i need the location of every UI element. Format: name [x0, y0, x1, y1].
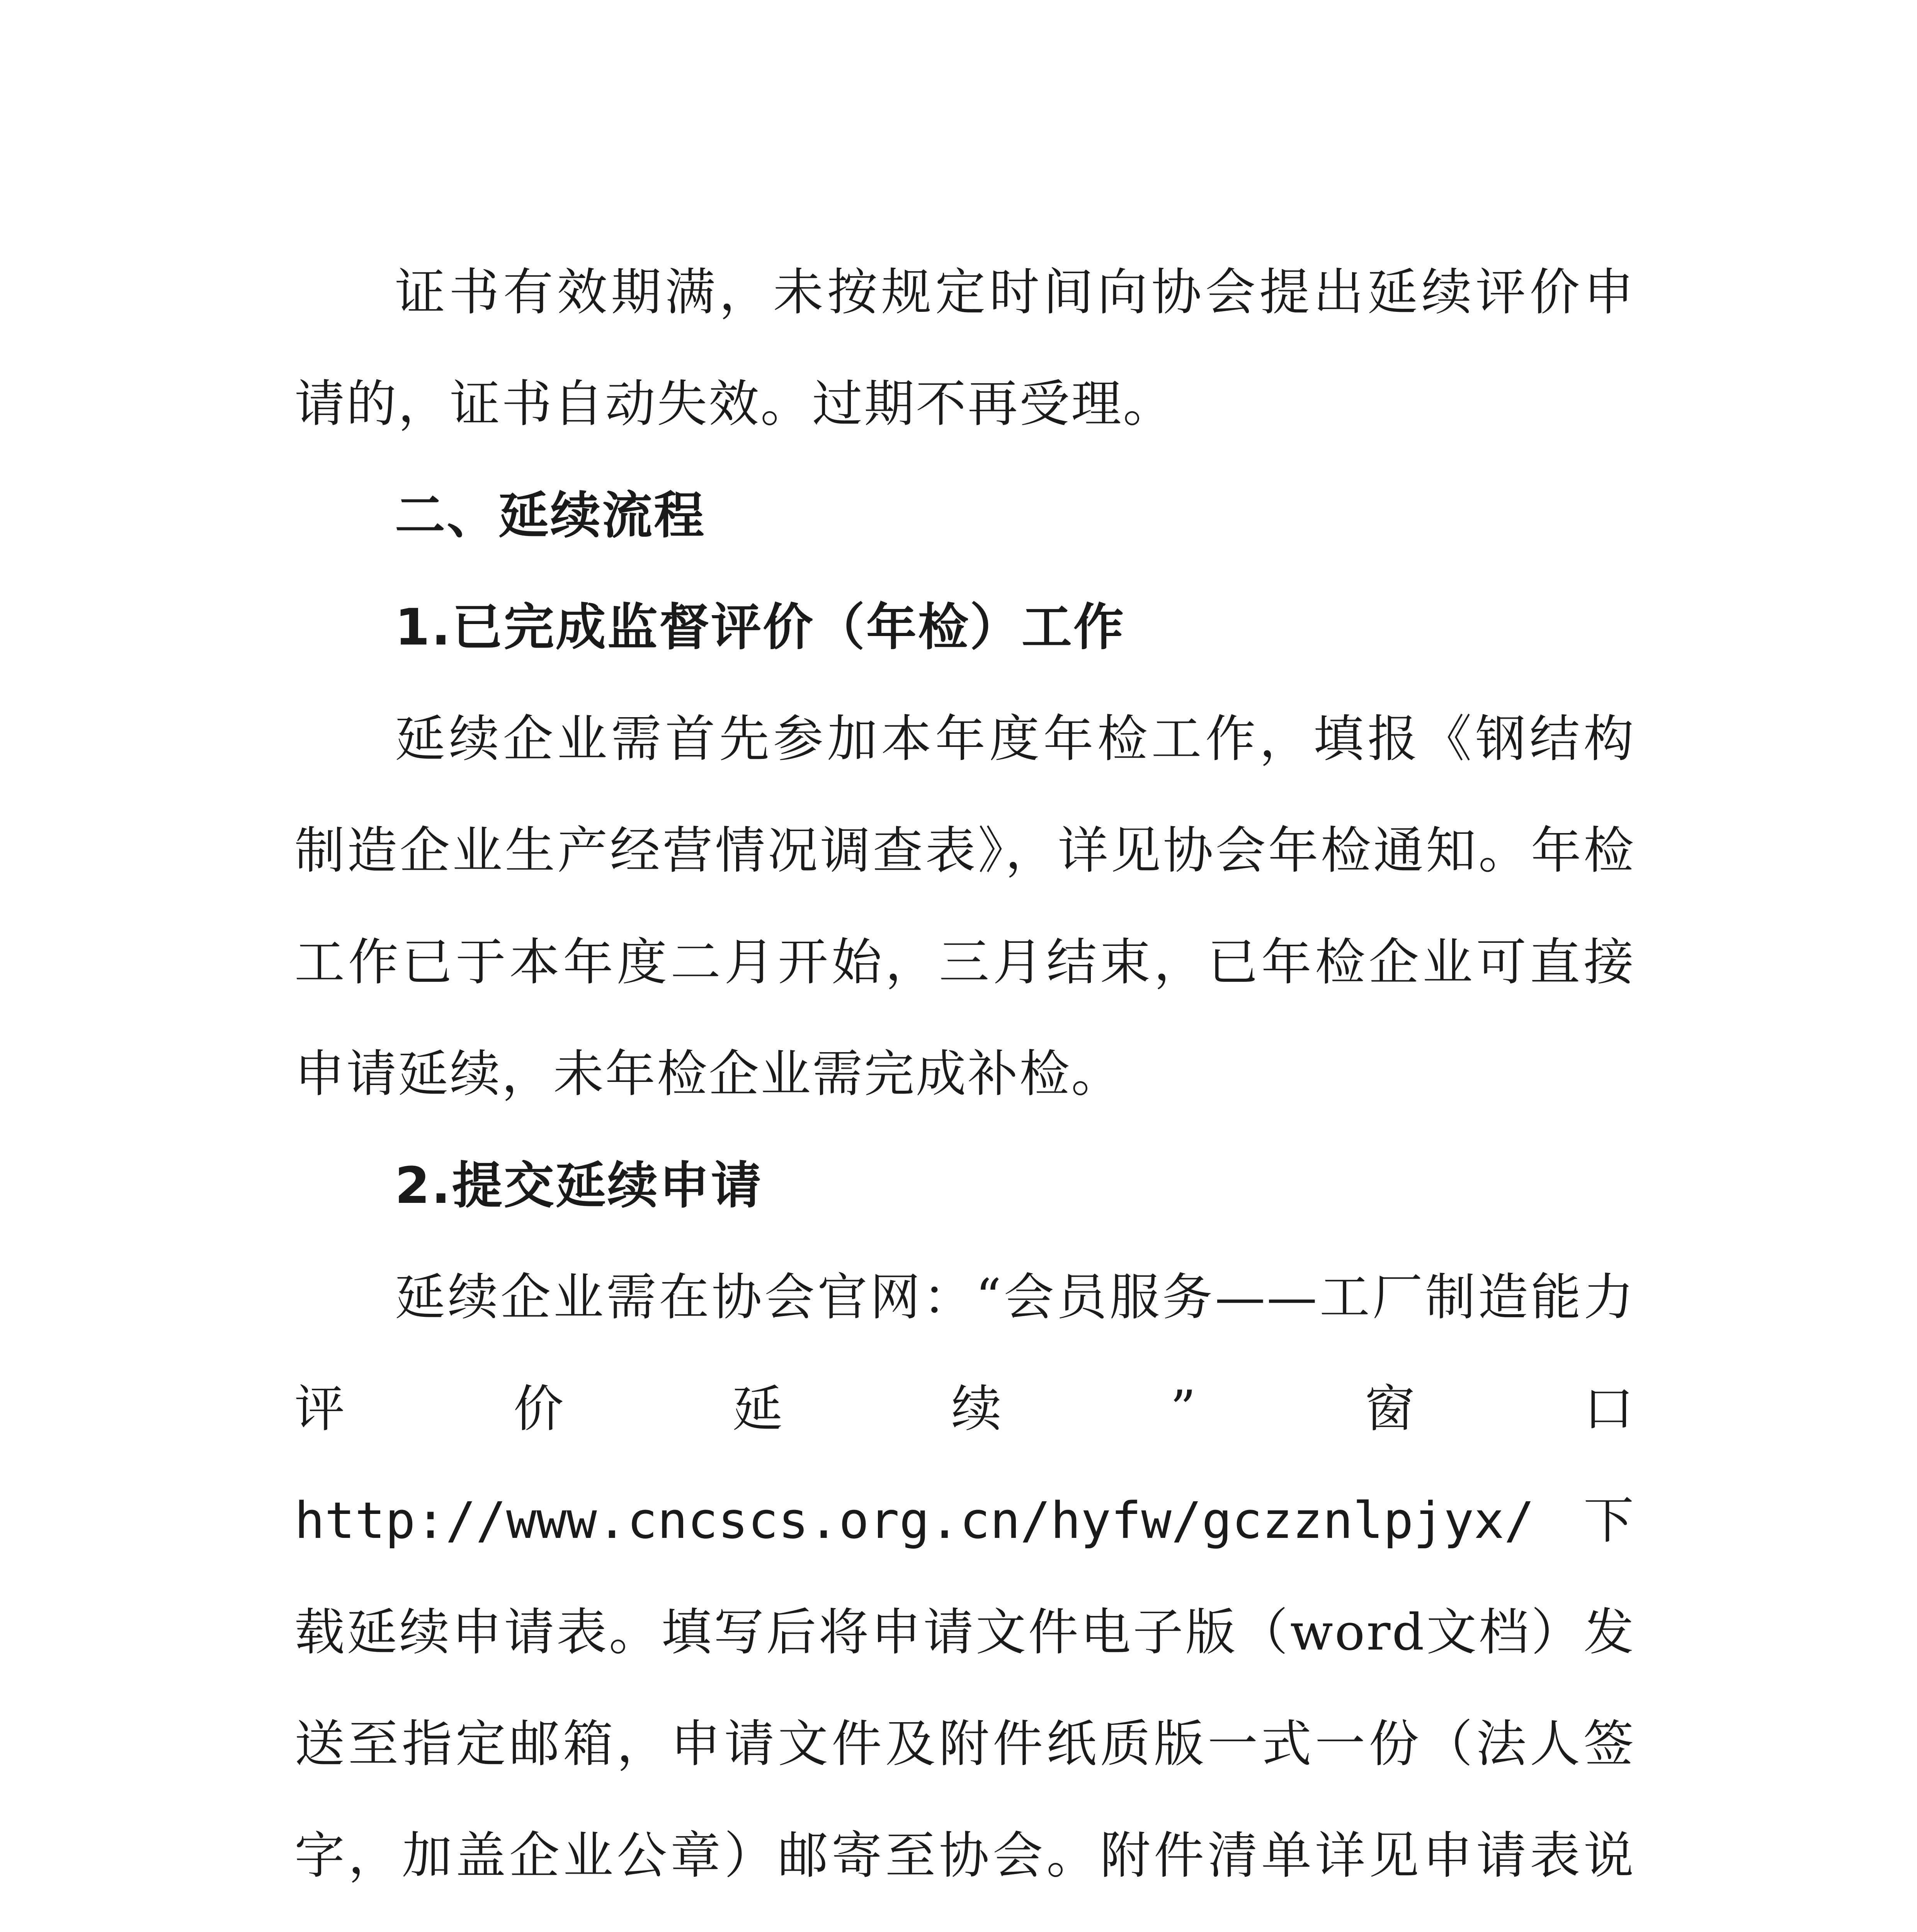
paragraph-expiry-notice: 证书有效期满，未按规定时间向协会提出延续评价申请的，证书自动失效。过期不再受理。 — [294, 263, 1635, 433]
section-heading-renewal-process: 二、延续流程 — [395, 486, 706, 545]
step-heading-2: 2.提交延续申请 — [395, 1156, 763, 1215]
document-body — [294, 236, 1635, 1932]
paragraph-step-2-lead: 延续企业需在协会官网：“会员服务——工厂制造能力评价延续”窗口 — [294, 1268, 1635, 1438]
paragraph-step-2 — [294, 1242, 1635, 1932]
paragraph-step-1: 延续企业需首先参加本年度年检工作，填报《钢结构制造企业生产经营情况调查表》，详见协会年检通知。年检工作已于本年度二月开始，三月结束，已年检企业可直接申请延续，未年检企业需完成补检。 — [294, 709, 1635, 1103]
renewal-url-link[interactable]: http://www.cncscs.org.cn/hyfw/gczznlpjyx/ — [294, 1491, 1534, 1550]
step-heading-1: 1.已完成监督评价（年检）工作 — [395, 598, 1125, 656]
paragraph-step-2-tail: 下载延续申请表。填写后将申请文件电子版（word文档）发送至指定邮箱，申请文件及附件纸质版一式一份（法人签字，加盖企业公章）邮寄至协会。附件清单详见申请表说 — [294, 1491, 1635, 1885]
